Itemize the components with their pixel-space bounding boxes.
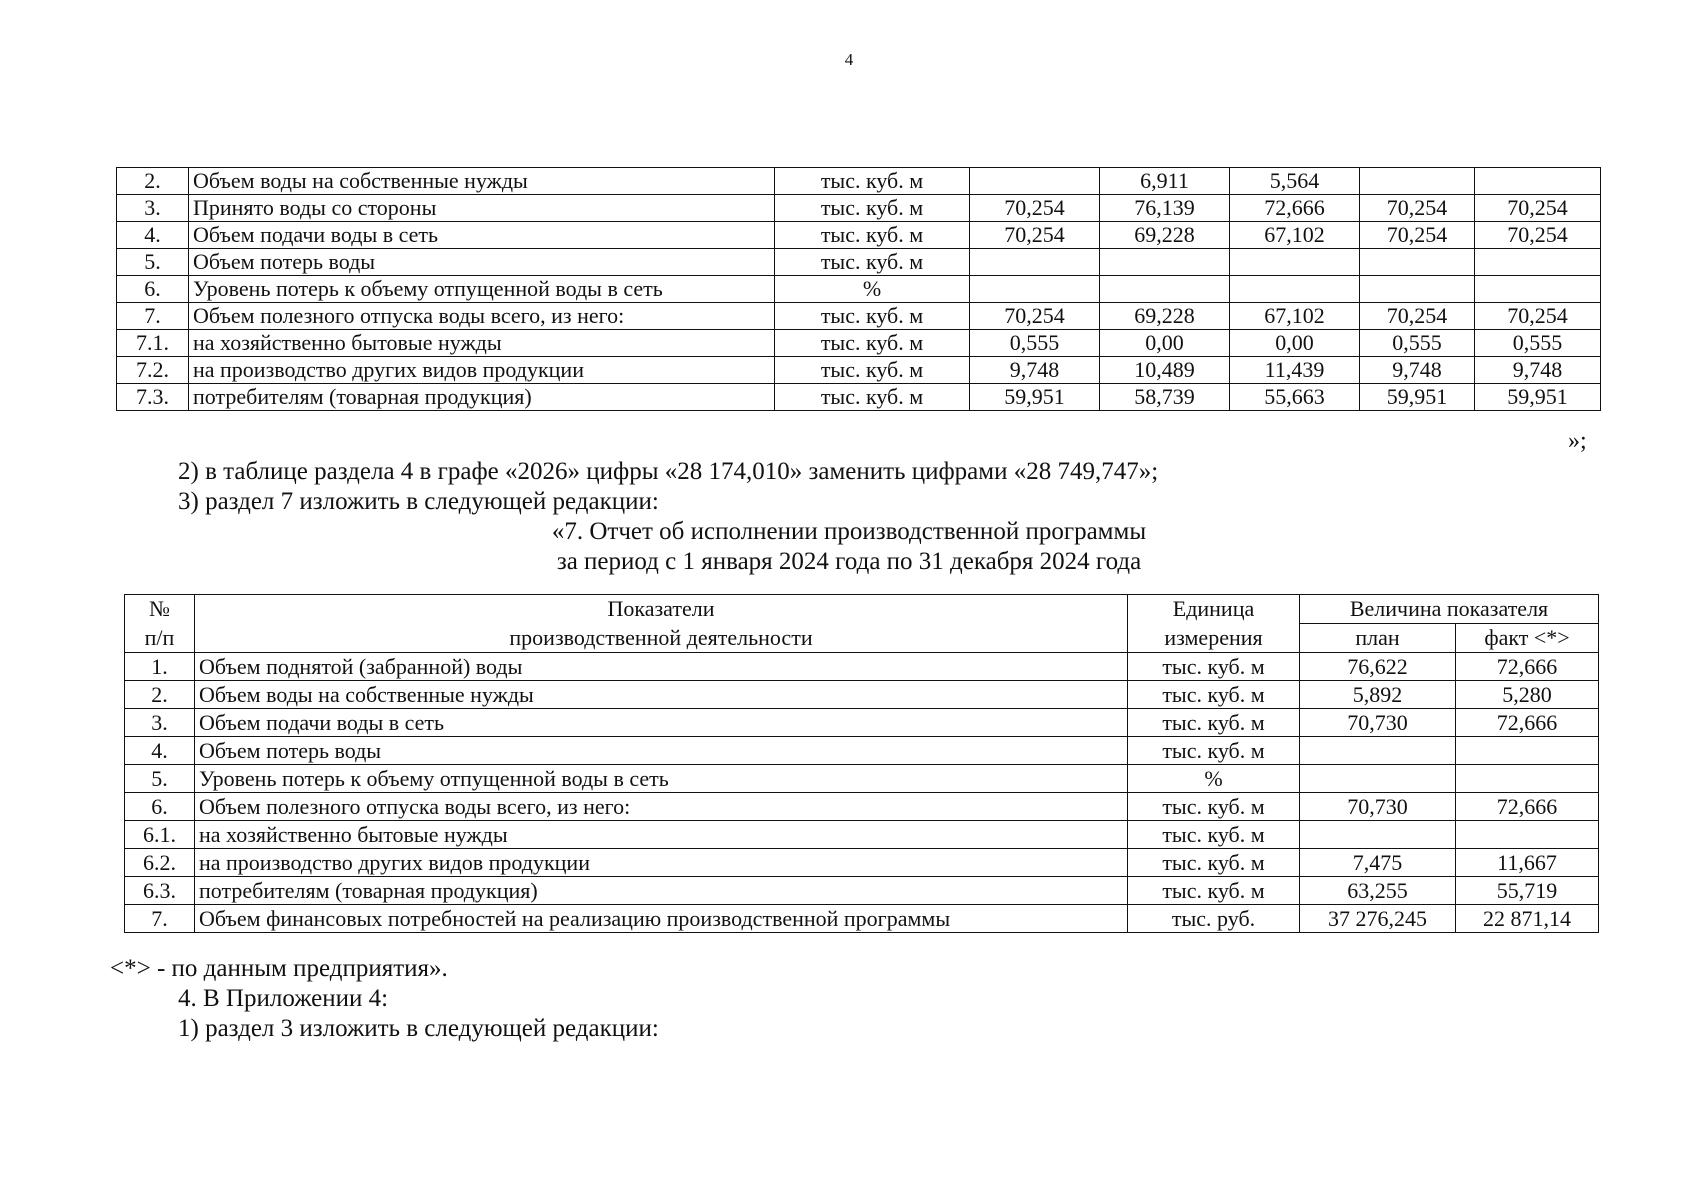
cell-unit: тыс. руб. <box>1128 905 1300 933</box>
cell-unit: тыс. куб. м <box>775 168 970 195</box>
table-row <box>117 330 1601 357</box>
table-row <box>125 765 1599 793</box>
cell-unit: % <box>1128 765 1300 793</box>
cell-name: Объем потерь воды <box>189 249 775 276</box>
cell-num: 4. <box>125 737 195 765</box>
table-row <box>125 905 1599 933</box>
table-row <box>117 384 1601 411</box>
cell-unit: тыс. куб. м <box>1128 877 1300 905</box>
header-num-sub: п/п <box>125 624 195 653</box>
cell-num: 2. <box>117 168 189 195</box>
cell-v2: 69,228 <box>1100 222 1230 249</box>
table-row <box>117 303 1601 330</box>
table-row <box>117 276 1601 303</box>
cell-v5: 70,254 <box>1475 303 1601 330</box>
table-row <box>125 737 1599 765</box>
cell-v1: 70,254 <box>970 303 1100 330</box>
cell-unit: тыс. куб. м <box>775 249 970 276</box>
cell-name: Объем полезного отпуска воды всего, из него: <box>195 793 1128 821</box>
water-balance-table <box>116 167 1601 411</box>
cell-v1: 0,555 <box>970 330 1100 357</box>
table-row <box>125 849 1599 877</box>
cell-name: Объем поднятой (забранной) воды <box>195 653 1128 681</box>
cell-fact: 5,280 <box>1456 681 1599 709</box>
cell-name: Принято воды со стороны <box>189 195 775 222</box>
cell-unit: тыс. куб. м <box>1128 821 1300 849</box>
cell-num: 6.3. <box>125 877 195 905</box>
footnote: <*> - по данным предприятия». <box>110 955 448 982</box>
cell-v1: 9,748 <box>970 357 1100 384</box>
cell-num: 7. <box>125 905 195 933</box>
cell-fact <box>1456 821 1599 849</box>
cell-v3: 0,00 <box>1230 330 1360 357</box>
cell-num: 6.1. <box>125 821 195 849</box>
cell-name: Уровень потерь к объему отпущенной воды в сеть <box>189 276 775 303</box>
table-row <box>117 168 1601 195</box>
cell-v4: 70,254 <box>1360 195 1475 222</box>
cell-num: 6. <box>125 793 195 821</box>
table-header-row <box>125 624 1599 653</box>
cell-unit: тыс. куб. м <box>775 222 970 249</box>
cell-unit: тыс. куб. м <box>1128 653 1300 681</box>
section-heading-line1: «7. Отчет об исполнении производственной программы <box>551 518 1147 545</box>
cell-unit: тыс. куб. м <box>1128 737 1300 765</box>
table-header-row <box>125 595 1599 624</box>
cell-name: потребителям (товарная продукция) <box>195 877 1128 905</box>
cell-v4 <box>1360 276 1475 303</box>
cell-num: 1. <box>125 653 195 681</box>
cell-num: 7.3. <box>117 384 189 411</box>
table-row <box>117 249 1601 276</box>
cell-v1 <box>970 249 1100 276</box>
cell-v1 <box>970 276 1100 303</box>
cell-unit: тыс. куб. м <box>1128 793 1300 821</box>
section-heading-line2: за период с 1 января 2024 года по 31 декабря 2024 года <box>556 548 1142 575</box>
cell-v5 <box>1475 168 1601 195</box>
cell-v3: 11,439 <box>1230 357 1360 384</box>
cell-plan <box>1300 737 1456 765</box>
cell-v4 <box>1360 168 1475 195</box>
cell-v4: 70,254 <box>1360 303 1475 330</box>
cell-v4: 70,254 <box>1360 222 1475 249</box>
paragraph-4: 4. В Приложении 4: <box>178 985 389 1012</box>
cell-name: Объем подачи воды в сеть <box>189 222 775 249</box>
table-row <box>117 195 1601 222</box>
cell-v2: 58,739 <box>1100 384 1230 411</box>
cell-plan: 70,730 <box>1300 793 1456 821</box>
cell-v4 <box>1360 249 1475 276</box>
cell-v2 <box>1100 249 1230 276</box>
production-program-report-table <box>124 594 1599 933</box>
cell-unit: тыс. куб. м <box>1128 849 1300 877</box>
cell-v3 <box>1230 249 1360 276</box>
table-row <box>117 222 1601 249</box>
paragraph-5: 1) раздел 3 изложить в следующей редакции: <box>178 1015 659 1042</box>
cell-name: потребителям (товарная продукция) <box>189 384 775 411</box>
cell-name: Объем потерь воды <box>195 737 1128 765</box>
cell-name: на хозяйственно бытовые нужды <box>195 821 1128 849</box>
paragraph-2: 2) в таблице раздела 4 в графе «2026» цифры «28 174,010» заменить цифрами «28 749,747»; <box>178 458 1159 485</box>
cell-num: 4. <box>117 222 189 249</box>
table-row <box>125 681 1599 709</box>
cell-name: Объем подачи воды в сеть <box>195 709 1128 737</box>
header-name-sub: производственной деятельности <box>195 624 1128 653</box>
cell-v5: 59,951 <box>1475 384 1601 411</box>
cell-name: на производство других видов продукции <box>189 357 775 384</box>
cell-plan: 37 276,245 <box>1300 905 1456 933</box>
header-unit-sub: измерения <box>1128 624 1300 653</box>
cell-fact: 72,666 <box>1456 653 1599 681</box>
table-row <box>125 877 1599 905</box>
cell-v5 <box>1475 249 1601 276</box>
table-row <box>125 709 1599 737</box>
header-plan: план <box>1300 624 1456 653</box>
cell-name: на хозяйственно бытовые нужды <box>189 330 775 357</box>
cell-v5: 9,748 <box>1475 357 1601 384</box>
cell-unit: тыс. куб. м <box>775 357 970 384</box>
cell-v5: 70,254 <box>1475 222 1601 249</box>
cell-v3: 67,102 <box>1230 303 1360 330</box>
cell-plan: 63,255 <box>1300 877 1456 905</box>
header-value-group: Величина показателя <box>1300 595 1599 624</box>
cell-unit: тыс. куб. м <box>1128 681 1300 709</box>
cell-v4: 59,951 <box>1360 384 1475 411</box>
cell-num: 5. <box>117 249 189 276</box>
cell-num: 2. <box>125 681 195 709</box>
cell-v1: 70,254 <box>970 195 1100 222</box>
cell-num: 3. <box>125 709 195 737</box>
table-row <box>125 653 1599 681</box>
cell-num: 3. <box>117 195 189 222</box>
cell-fact: 72,666 <box>1456 793 1599 821</box>
header-name: Показатели <box>195 595 1128 624</box>
table-row <box>125 821 1599 849</box>
cell-name: Объем полезного отпуска воды всего, из него: <box>189 303 775 330</box>
cell-num: 7. <box>117 303 189 330</box>
cell-name: Объем воды на собственные нужды <box>195 681 1128 709</box>
cell-v5 <box>1475 276 1601 303</box>
cell-v3: 55,663 <box>1230 384 1360 411</box>
cell-fact: 55,719 <box>1456 877 1599 905</box>
cell-num: 6.2. <box>125 849 195 877</box>
cell-plan: 70,730 <box>1300 709 1456 737</box>
cell-plan <box>1300 821 1456 849</box>
cell-plan <box>1300 765 1456 793</box>
cell-fact <box>1456 737 1599 765</box>
cell-fact <box>1456 765 1599 793</box>
cell-plan: 5,892 <box>1300 681 1456 709</box>
cell-v1 <box>970 168 1100 195</box>
cell-unit: тыс. куб. м <box>775 303 970 330</box>
header-unit: Единица <box>1128 595 1300 624</box>
cell-v3: 5,564 <box>1230 168 1360 195</box>
cell-v3 <box>1230 276 1360 303</box>
paragraph-3: 3) раздел 7 изложить в следующей редакции: <box>178 488 659 515</box>
closing-quote: »; <box>1568 428 1587 454</box>
cell-name: на производство других видов продукции <box>195 849 1128 877</box>
table-row <box>125 793 1599 821</box>
cell-v1: 70,254 <box>970 222 1100 249</box>
cell-v3: 67,102 <box>1230 222 1360 249</box>
cell-v2: 69,228 <box>1100 303 1230 330</box>
cell-v2 <box>1100 276 1230 303</box>
cell-unit: тыс. куб. м <box>775 195 970 222</box>
cell-unit: % <box>775 276 970 303</box>
cell-plan: 7,475 <box>1300 849 1456 877</box>
cell-name: Уровень потерь к объему отпущенной воды в сеть <box>195 765 1128 793</box>
cell-unit: тыс. куб. м <box>1128 709 1300 737</box>
cell-unit: тыс. куб. м <box>775 384 970 411</box>
cell-v5: 70,254 <box>1475 195 1601 222</box>
cell-v3: 72,666 <box>1230 195 1360 222</box>
cell-name: Объем финансовых потребностей на реализацию производственной программы <box>195 905 1128 933</box>
cell-v4: 0,555 <box>1360 330 1475 357</box>
cell-v2: 0,00 <box>1100 330 1230 357</box>
cell-v2: 76,139 <box>1100 195 1230 222</box>
table-row <box>117 357 1601 384</box>
page-number: 4 <box>844 50 854 69</box>
cell-v1: 59,951 <box>970 384 1100 411</box>
cell-plan: 76,622 <box>1300 653 1456 681</box>
cell-fact: 22 871,14 <box>1456 905 1599 933</box>
cell-v5: 0,555 <box>1475 330 1601 357</box>
header-fact: факт <*> <box>1456 624 1599 653</box>
cell-num: 7.2. <box>117 357 189 384</box>
cell-unit: тыс. куб. м <box>775 330 970 357</box>
header-num: № <box>125 595 195 624</box>
cell-fact: 11,667 <box>1456 849 1599 877</box>
cell-num: 7.1. <box>117 330 189 357</box>
cell-num: 5. <box>125 765 195 793</box>
cell-v4: 9,748 <box>1360 357 1475 384</box>
cell-fact: 72,666 <box>1456 709 1599 737</box>
cell-v2: 6,911 <box>1100 168 1230 195</box>
cell-num: 6. <box>117 276 189 303</box>
cell-name: Объем воды на собственные нужды <box>189 168 775 195</box>
cell-v2: 10,489 <box>1100 357 1230 384</box>
